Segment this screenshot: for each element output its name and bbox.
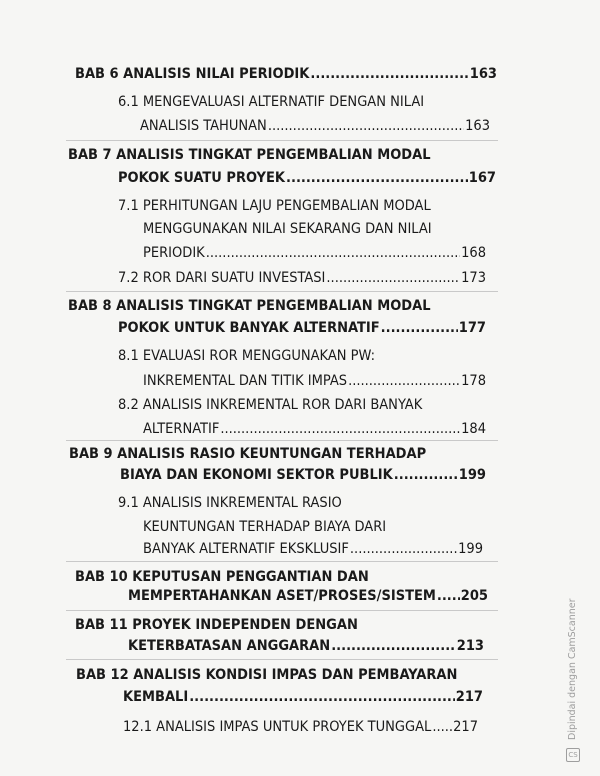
- leader-dots: [394, 467, 458, 483]
- leader-dots: [220, 419, 460, 439]
- leader-dots: [331, 638, 456, 654]
- toc-page-number: 168: [461, 245, 486, 261]
- toc-entry-bab7: [118, 170, 496, 186]
- leader-dots: [350, 539, 457, 559]
- toc-page-number: 199: [458, 467, 486, 483]
- toc-section-title: 9.1 ANALISIS INKREMENTAL RASIO: [118, 495, 342, 511]
- toc-entry-7-2: [118, 268, 486, 288]
- toc-section-title: 12.1 ANALISIS IMPAS UNTUK PROYEK TUNGGAL: [123, 719, 432, 735]
- toc-entry-bab6: [75, 66, 497, 82]
- toc-section-title: INKREMENTAL DAN TITIK IMPAS: [143, 373, 348, 389]
- toc-page-number: 199: [458, 541, 483, 557]
- toc-page-number: 217: [455, 689, 483, 705]
- toc-section-title: 8.1 EVALUASI ROR MENGGUNAKAN PW:: [118, 348, 375, 364]
- toc-page-number: 217: [453, 719, 478, 735]
- leader-dots: [437, 588, 460, 604]
- toc-entry-8-2: [143, 419, 486, 439]
- leader-dots: [286, 170, 468, 186]
- toc-section-title: ANALISIS TAHUNAN: [140, 118, 267, 134]
- toc-chapter-title: BAB 7 ANALISIS TINGKAT PENGEMBALIAN MODAL: [68, 147, 431, 163]
- toc-entry-7-1: [143, 243, 486, 263]
- leader-dots: [348, 371, 460, 391]
- toc-section-title: BANYAK ALTERNATIF EKSKLUSIF: [143, 541, 349, 557]
- toc-page-number: 213: [456, 638, 484, 654]
- toc-chapter-title: BAB 6 ANALISIS NILAI PERIODIK: [75, 66, 310, 82]
- leader-dots: [432, 717, 452, 737]
- leader-dots: [326, 268, 460, 288]
- toc-chapter-title: POKOK UNTUK BANYAK ALTERNATIF: [118, 320, 380, 336]
- toc-section-title: ALTERNATIF: [143, 421, 220, 437]
- toc-section-title: PERIODIK: [143, 245, 205, 261]
- toc-page-number: 178: [461, 373, 486, 389]
- toc-chapter-title: BAB 10 KEPUTUSAN PENGGANTIAN DAN: [75, 569, 369, 585]
- toc-page-number: 184: [461, 421, 486, 437]
- toc-entry-bab8: [118, 320, 486, 336]
- divider: [66, 561, 498, 562]
- toc-chapter-title: MEMPERTAHANKAN ASET/PROSES/SISTEM: [128, 588, 436, 604]
- leader-dots: [268, 116, 464, 136]
- leader-dots: [206, 243, 460, 263]
- toc-chapter-title: BAB 8 ANALISIS TINGKAT PENGEMBALIAN MODAL: [68, 298, 431, 314]
- toc-page-number: 163: [465, 118, 490, 134]
- watermark-text: Dipindai dengan CamScanner: [567, 598, 578, 740]
- leader-dots: [310, 66, 468, 82]
- toc-section-title: 7.1 PERHITUNGAN LAJU PENGEMBALIAN MODAL: [118, 198, 431, 214]
- toc-section-title: 7.2 ROR DARI SUATU INVESTASI: [118, 270, 326, 286]
- toc-entry-9-1: [143, 539, 483, 559]
- divider: [66, 440, 498, 441]
- toc-page-number: 163: [469, 66, 497, 82]
- leader-dots: [381, 320, 458, 336]
- toc-chapter-title: KEMBALI: [123, 689, 189, 705]
- toc-entry-bab11: [128, 638, 484, 654]
- toc-entry-bab10: [128, 588, 488, 604]
- toc-section-title: 8.2 ANALISIS INKREMENTAL ROR DARI BANYAK: [118, 397, 423, 413]
- divider: [66, 610, 498, 611]
- toc-chapter-title: KETERBATASAN ANGGARAN: [128, 638, 331, 654]
- toc-section-title: MENGGUNAKAN NILAI SEKARANG DAN NILAI: [143, 221, 432, 237]
- toc-entry-6-1: [140, 116, 490, 136]
- toc-entry-8-1: [143, 371, 486, 391]
- toc-entry-12-1: [123, 717, 478, 737]
- toc-section-title: KEUNTUNGAN TERHADAP BIAYA DARI: [143, 519, 387, 535]
- divider: [66, 659, 498, 660]
- toc-chapter-title: BAB 12 ANALISIS KONDISI IMPAS DAN PEMBAYARAN: [76, 667, 458, 683]
- toc-page-number: 173: [461, 270, 486, 286]
- toc-chapter-title: BAB 9 ANALISIS RASIO KEUNTUNGAN TERHADAP: [69, 446, 427, 462]
- toc-chapter-title: BIAYA DAN EKONOMI SEKTOR PUBLIK: [120, 467, 393, 483]
- toc-chapter-title: BAB 11 PROYEK INDEPENDEN DENGAN: [75, 617, 358, 633]
- toc-page-number: 205: [460, 588, 488, 604]
- toc-section-title: 6.1 MENGEVALUASI ALTERNATIF DENGAN NILAI: [118, 94, 425, 110]
- toc-chapter-title: POKOK SUATU PROYEK: [118, 170, 286, 186]
- leader-dots: [189, 689, 455, 705]
- toc-page-number: 177: [458, 320, 486, 336]
- divider: [66, 291, 498, 292]
- toc-page-number: 167: [468, 170, 496, 186]
- divider: [66, 140, 498, 141]
- toc-entry-bab12: [123, 689, 483, 705]
- camscanner-logo-icon: CS: [566, 748, 580, 762]
- toc-entry-bab9: [120, 467, 486, 483]
